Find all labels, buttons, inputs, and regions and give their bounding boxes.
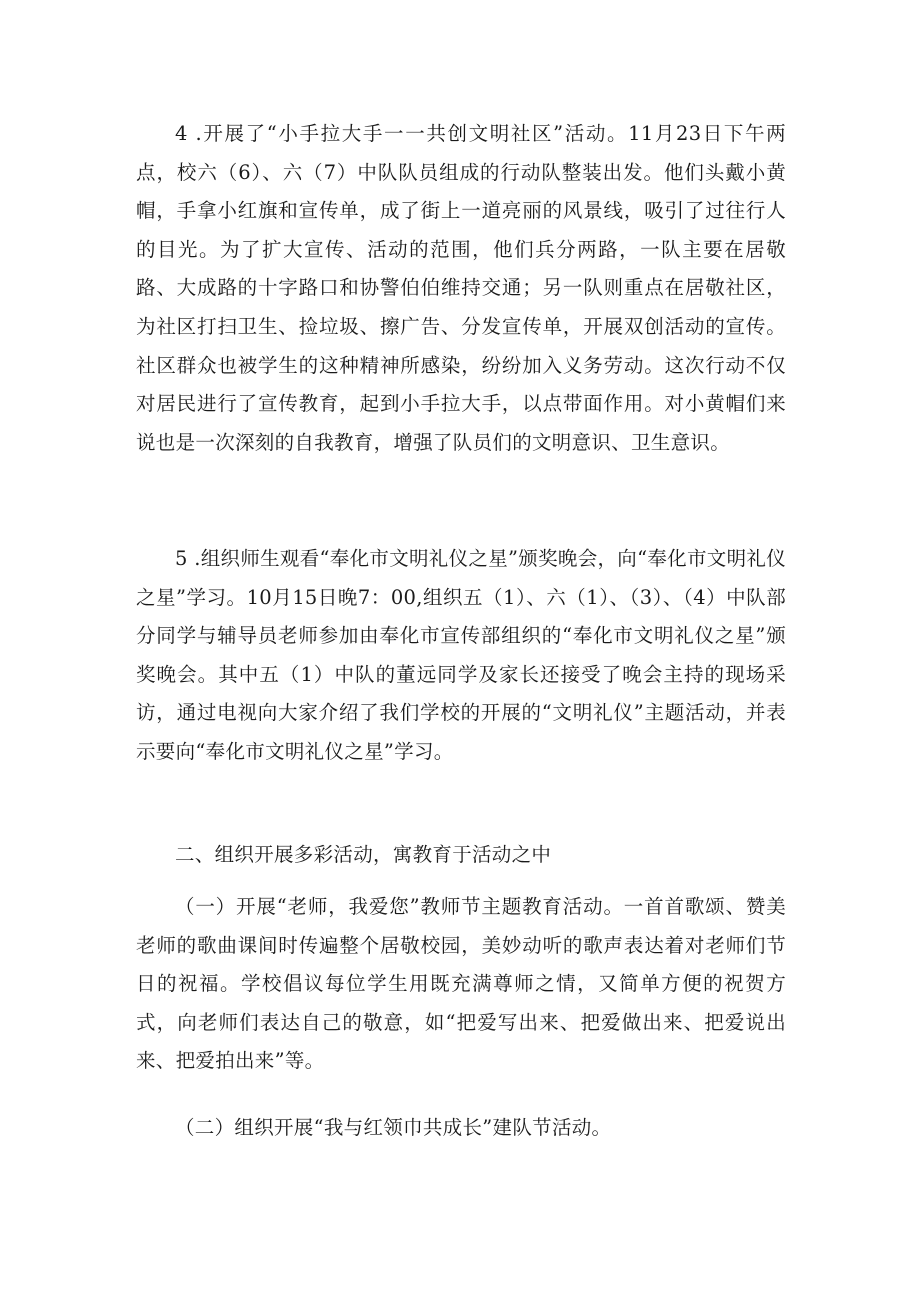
- paragraph-item-5: 5 .组织师生观看“奉化市文明礼仪之星”颁奖晚会，向“奉化市文明礼仪之星”学习。10月15日晚7：00,组织五（1）、六（1）、（3）、（4）中队部分同学与辅导员老师参加由奉化市宣传部组织的“奉化市文明礼仪之星”颁奖晚会。其中五（1）中队的董远同学及家长还接受了晚会主持的现场采访，通过电视向大家介绍了我们学校的开展的“文明礼仪”主题活动，并表示要向“奉化市文明礼仪之星”学习。: [136, 547, 786, 763]
- section-heading: 二、组织开展多彩活动，寓教育于活动之中: [175, 843, 552, 866]
- paragraph-sub-2: （二）组织开展“我与红领巾共成长”建队节活动。: [175, 1116, 612, 1139]
- paragraph-sub-1: （一）开展“老师，我爱您”教师节主题教育活动。一首首歌颂、赞美老师的歌曲课间时传遍整个居敬校园，美妙动听的歌声表达着对老师们节日的祝福。学校倡议每位学生用既充满尊师之情，又简单方便的祝贺方式，向老师们表达自己的敬意，如“把爱写出来、把爱做出来、把爱说出来、把爱拍出来”等。: [136, 895, 786, 1073]
- paragraph-item-4: 4 .开展了“小手拉大手一一共创文明社区”活动。11月23日下午两点，校六（6）、六（7）中队队员组成的行动队整装出发。他们头戴小黄帽，手拿小红旗和宣传单，成了街上一道亮丽的风景线，吸引了过往行人的目光。为了扩大宣传、活动的范围，他们兵分两路，一队主要在居敬路、大成路的十字路口和协警伯伯维持交通；另一队则重点在居敬社区，为社区打扫卫生、捡垃圾、擦广告、分发宣传单，开展双创活动的宣传。社区群众也被学生的这种精神所感染，纷纷加入义务劳动。这次行动不仅对居民进行了宣传教育，起到小手拉大手，以点带面作用。对小黄帽们来说也是一次深刻的自我教育，增强了队员们的文明意识、卫生意识。: [136, 122, 786, 454]
